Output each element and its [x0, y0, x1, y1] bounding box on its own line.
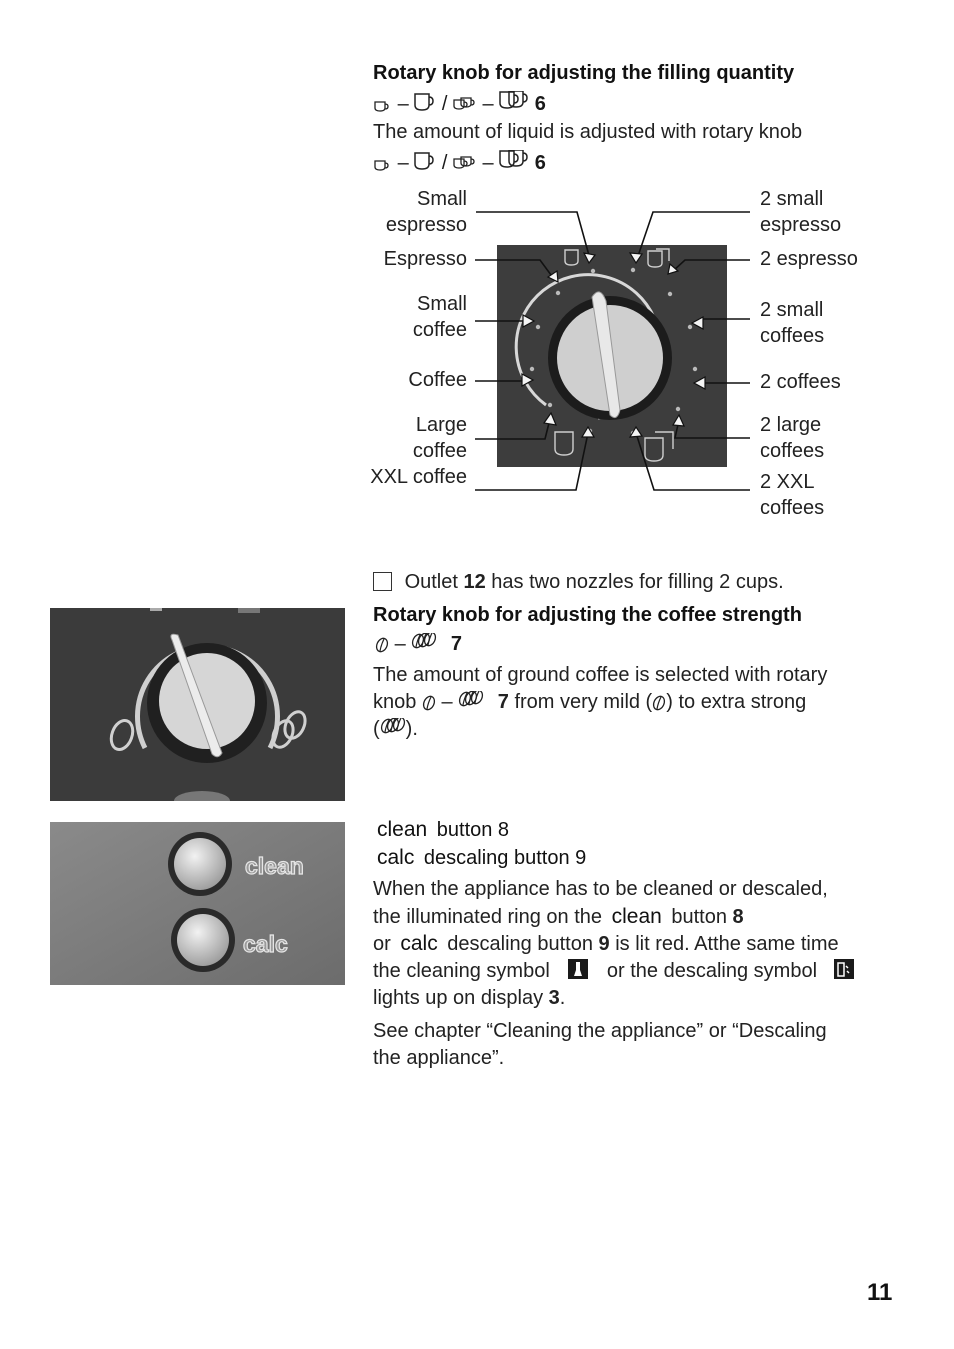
label-2-espresso: 2 espresso: [760, 248, 858, 270]
label-coffee: Coffee: [408, 369, 467, 391]
label-small-espresso: Small espresso: [385, 188, 467, 236]
clean-button-heading: clean button 8: [377, 818, 510, 841]
label-2-small-coffees: 2 small coffees: [760, 299, 825, 347]
filling-symbol-line-1: – / – 6: [374, 91, 546, 116]
two-small-cups-icon: [453, 156, 477, 172]
see-chapter-line-2: the appliance”.: [373, 1047, 505, 1069]
strong-beans-icon: [411, 633, 437, 653]
clean-text-line-2: the illuminated ring on the clean button 8: [373, 905, 744, 928]
strength-description-1: The amount of ground coffee is selected with rotary: [373, 664, 828, 686]
clean-calc-buttons-photo: [50, 822, 345, 985]
small-cup-icon: [374, 99, 392, 113]
mild-bean-icon: [422, 695, 436, 711]
see-chapter-line-1: See chapter “Cleaning the appliance” or “Descaling: [373, 1020, 827, 1042]
strength-symbol-line: – 7: [375, 633, 462, 656]
strong-beans-icon: [458, 691, 484, 711]
filling-knob-heading: Rotary knob for adjusting the filling quantity: [373, 62, 795, 84]
photo-calc-text: calc: [243, 931, 288, 957]
label-2-small-espresso: 2 small espresso: [760, 188, 842, 236]
strength-knob-heading: Rotary knob for adjusting the coffee strength: [373, 604, 802, 626]
filling-knob-diagram: [470, 205, 760, 495]
page-number: 11: [867, 1279, 893, 1306]
mild-bean-icon: [652, 695, 666, 711]
filling-symbol-line-2: – / – 6: [374, 150, 546, 175]
strength-description-3: ( ).: [373, 716, 418, 743]
strong-beans-icon: [380, 718, 406, 738]
strength-description-2: knob – 7 from very mild ( ) to extra strong: [373, 689, 806, 716]
label-espresso: Espresso: [383, 248, 467, 270]
clean-text-line-3: or calc descaling button 9 is lit red. Atthe same time: [373, 932, 839, 955]
two-large-cups-icon: [499, 150, 529, 172]
small-cup-icon: [374, 158, 392, 172]
calc-button-heading: calc descaling button 9: [377, 846, 587, 869]
photo-clean-text: clean: [245, 853, 304, 879]
label-2-xxl-coffees: 2 XXL coffees: [760, 471, 825, 519]
clean-word: clean: [377, 818, 428, 841]
mild-bean-icon: [375, 637, 389, 653]
large-cup-icon: [414, 93, 436, 113]
note-box-icon: [373, 572, 392, 591]
two-large-cups-icon: [499, 91, 529, 113]
outlet-note: Outlet 12 has two nozzles for filling 2 cups.: [373, 569, 784, 596]
label-large-coffee: Large coffee: [412, 414, 467, 462]
clean-text-line-5: lights up on display 3.: [373, 987, 566, 1009]
label-2-coffees: 2 coffees: [760, 371, 841, 393]
label-xxl-coffee: XXL coffee: [370, 466, 467, 488]
two-small-cups-icon: [453, 97, 477, 113]
large-cup-icon: [414, 152, 436, 172]
label-small-coffee: Small coffee: [412, 293, 467, 341]
calc-word: calc: [377, 846, 415, 869]
filling-description: The amount of liquid is adjusted with rotary knob: [373, 121, 803, 143]
strength-knob-photo: [50, 608, 345, 801]
cleaning-symbol-icon: [567, 958, 589, 980]
descaling-symbol-icon: [833, 958, 855, 980]
label-2-large-coffees: 2 large coffees: [760, 414, 825, 462]
clean-text-line-1: When the appliance has to be cleaned or descaled,: [373, 878, 828, 900]
clean-text-line-4: the cleaning symbol or the descaling symbol: [373, 958, 855, 985]
